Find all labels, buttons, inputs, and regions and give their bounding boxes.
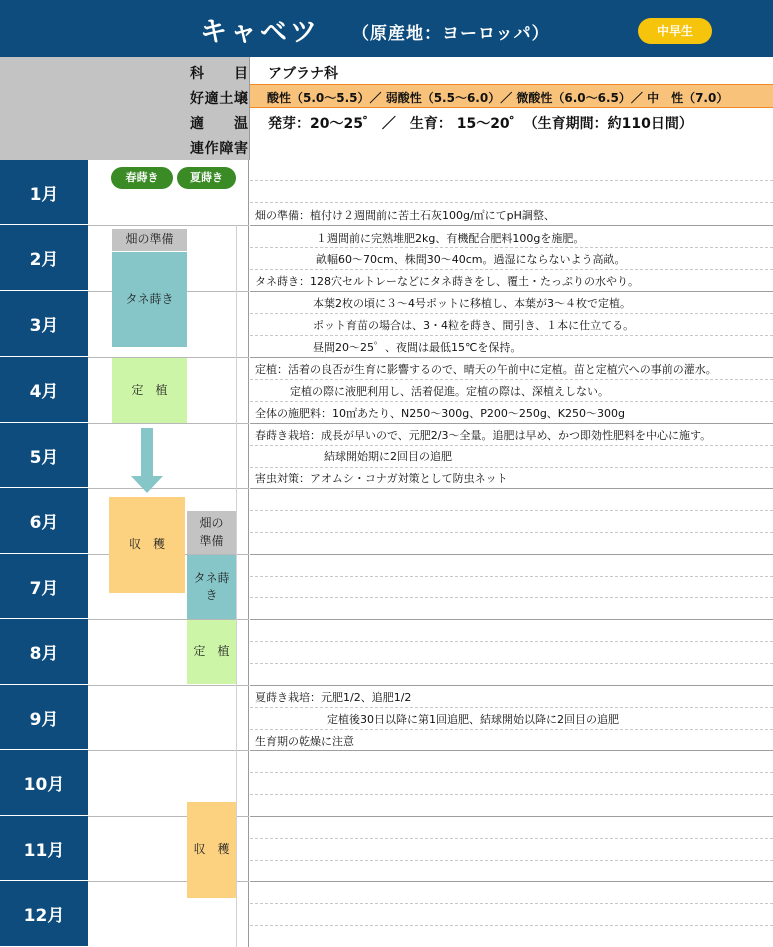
origin-text: （原産地：ヨーロッパ） bbox=[352, 24, 550, 44]
soil-value: 酸性（5.0〜5.5）／ 弱酸性（5.5〜6.0）／ 微酸性（6.0〜6.5）／ 中 性（7.0） bbox=[267, 91, 729, 105]
month-label: 6月 bbox=[0, 488, 88, 554]
summer-sowing: タネ蒔 き bbox=[187, 555, 236, 619]
page-title: キャベツ bbox=[200, 17, 320, 48]
summer-sowing-pill: 夏蒔き bbox=[177, 167, 236, 189]
family-value: アブラナ科 bbox=[268, 66, 338, 82]
month-label: 8月 bbox=[0, 619, 88, 685]
note-line: 定植：活着の良否が生育に影響するので、晴天の午前中に定植。苗と定植穴への事前の灌水。 bbox=[255, 363, 717, 376]
month-label: 12月 bbox=[0, 881, 88, 947]
note-line: １週間前に完熟堆肥2kg、有機配合肥料100gを施肥。 bbox=[316, 232, 585, 245]
month-label: 1月 bbox=[0, 160, 88, 225]
month-label: 2月 bbox=[0, 225, 88, 291]
month-label: 4月 bbox=[0, 357, 88, 423]
temperature-label: 適 温 bbox=[190, 116, 248, 132]
note-line: 畑の準備：植付け２週間前に苦土石灰100g/㎡にてpH調整、 bbox=[255, 209, 555, 222]
note-line: 本葉2枚の頃に３〜4号ポットに移植し、本葉が3〜４枚で定植。 bbox=[313, 297, 631, 310]
summer-planting: 定 植 bbox=[187, 620, 236, 684]
month-label: 9月 bbox=[0, 685, 88, 750]
season-divider bbox=[236, 225, 237, 947]
note-line: 全体の施肥料：10㎡あたり、N250〜300g、P200〜250g、K250〜300g bbox=[255, 407, 625, 420]
spring-harvest: 収 穫 bbox=[109, 497, 185, 593]
note-line: ポット育苗の場合は、3・4粒を蒔き、間引き、１本に仕立てる。 bbox=[313, 319, 635, 332]
month-divider bbox=[88, 225, 249, 226]
month-divider bbox=[88, 423, 249, 424]
note-line: 害虫対策：アオムシ・コナガ対策として防虫ネット bbox=[255, 472, 508, 485]
spring-planting: 定 植 bbox=[112, 358, 187, 423]
summer-harvest: 収 穫 bbox=[187, 802, 236, 898]
header-bar bbox=[0, 0, 773, 57]
note-line: 春蒔き栽培：成長が早いので、元肥2/3〜全量。追肥は早め、かつ即効性肥料を中心に施す。 bbox=[255, 429, 712, 442]
month-label: 3月 bbox=[0, 291, 88, 357]
note-line: 畝幅60〜70cm、株間30〜40cm。過湿にならないよう高畝。 bbox=[316, 253, 626, 266]
month-divider bbox=[88, 685, 249, 686]
temperature-value: 発芽：20〜25゜ ／ 生育： 15〜20゜（生育期間：約110日間） bbox=[268, 116, 693, 132]
family-label: 科 目 bbox=[190, 66, 248, 82]
note-line: タネ蒔き：128穴セルトレーなどにタネ蒔きをし、覆土・たっぷりの水やり。 bbox=[255, 275, 639, 288]
note-line: 夏蒔き栽培：元肥1/2、追肥1/2 bbox=[255, 691, 412, 704]
note-line: 結球開始期に2回目の追肥 bbox=[324, 450, 452, 463]
month-label: 11月 bbox=[0, 816, 88, 881]
note-line: 定植の際に液肥利用し、活着促進。定植の際は、深植えしない。 bbox=[290, 385, 609, 398]
rotation-label: 連作障害 bbox=[190, 141, 248, 157]
note-line: 昼間20〜25゜、夜間は最低15℃を保持。 bbox=[313, 341, 522, 354]
note-line: 生育期の乾燥に注意 bbox=[255, 735, 354, 748]
month-label: 10月 bbox=[0, 750, 88, 816]
spring-sowing: タネ蒔き bbox=[112, 252, 187, 347]
arrow-down-icon bbox=[131, 476, 163, 493]
note-line: 定植後30日以降に第1回追肥、結球開始以降に2回目の追肥 bbox=[327, 713, 619, 726]
month-divider bbox=[88, 750, 249, 751]
month-divider bbox=[88, 488, 249, 489]
spring-sowing-pill: 春蒔き bbox=[111, 167, 173, 189]
soil-label: 好適土壌 bbox=[190, 91, 248, 107]
month-label: 5月 bbox=[0, 423, 88, 488]
month-label: 7月 bbox=[0, 554, 88, 619]
summer-field-prep: 畑の 準備 bbox=[187, 511, 236, 554]
growth-arrow-icon bbox=[141, 428, 153, 476]
maturity-badge: 中早生 bbox=[638, 18, 712, 44]
spring-field-prep: 畑の準備 bbox=[112, 229, 187, 251]
